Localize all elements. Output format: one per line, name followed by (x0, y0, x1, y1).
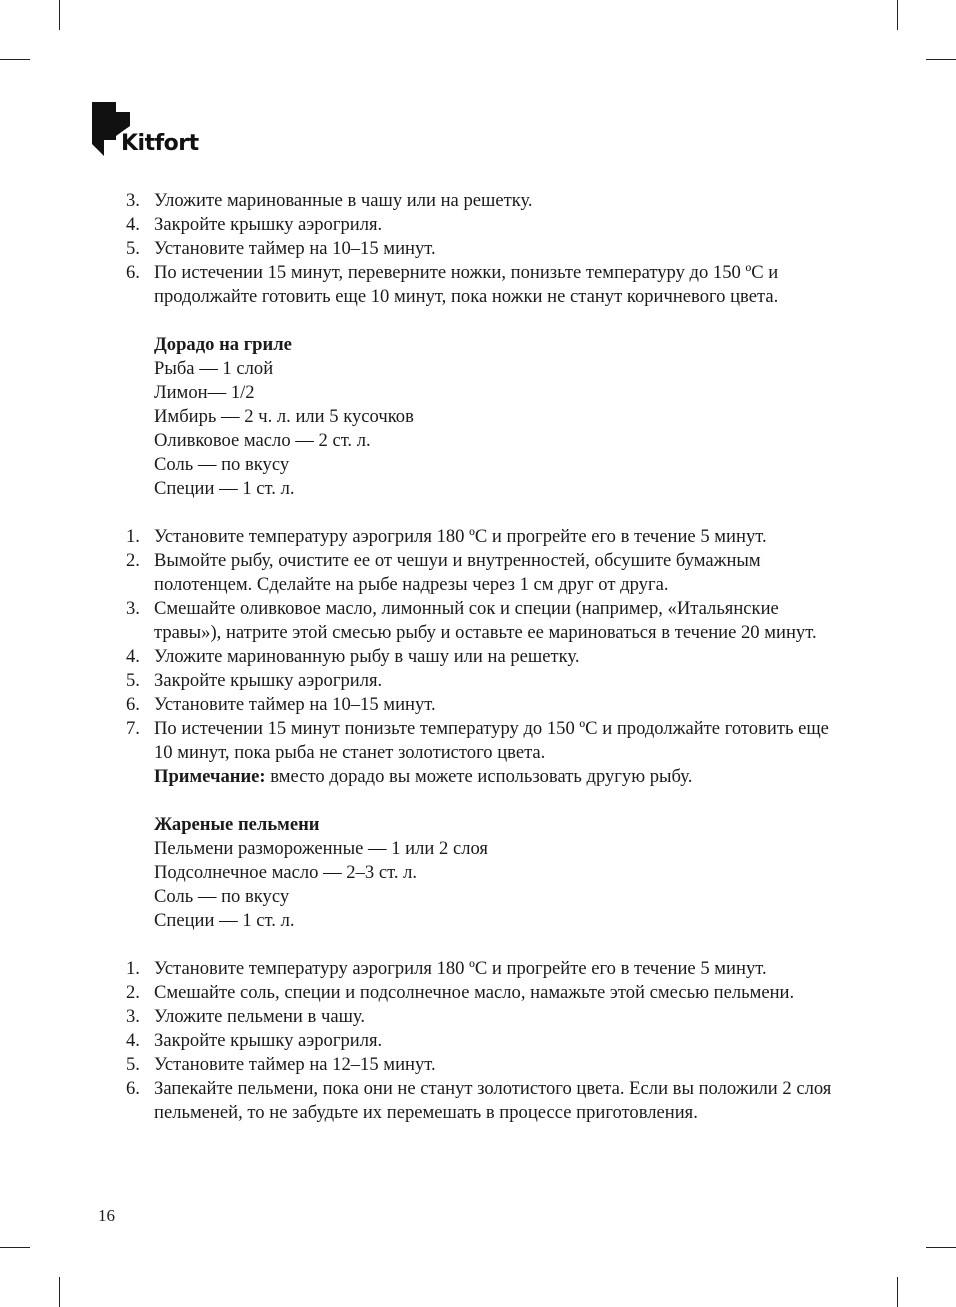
list-item: 6. По истечении 15 минут, переверните ножки, понизьте температуру до 150 ºС и продолжайте готовить еще 10 минут, пока ножки не станут коричневого цвета. (126, 262, 779, 307)
recipe-dumplings-ingredients (120, 813, 850, 933)
crop-mark (59, 0, 60, 30)
list-item: 5. Установите таймер на 10–15 минут. (126, 238, 436, 259)
top-steps-list (120, 189, 850, 309)
list-item: 3. Уложите маринованные в чашу или на решетку. (126, 190, 533, 211)
list-item: 7. По истечении 15 минут понизьте температуру до 150 ºС и продолжайте готовить еще 10 минут, пока рыба не станет золотистого цвета. Примечание: вместо дорадо вы можете использовать другую рыбу. (126, 718, 829, 787)
ingredient: Лимон— 1/2 (154, 382, 255, 403)
recipe-title: Жареные пельмени (154, 814, 320, 835)
crop-mark (926, 59, 956, 60)
list-item: 3. Смешайте оливковое масло, лимонный сок и специи (например, «Итальянские травы»), натрите этой смесью рыбу и оставьте ее мариноваться в течение 20 минут. (126, 598, 817, 643)
crop-mark (926, 1247, 956, 1248)
list-item: 4. Закройте крышку аэрогриля. (126, 214, 383, 235)
list-item: 6. Установите таймер на 10–15 минут. (126, 694, 436, 715)
list-item: 2. Смешайте соль, специи и подсолнечное масло, намажьте этой смесью пельмени. (126, 982, 795, 1003)
list-item: 5. Закройте крышку аэрогриля. (126, 670, 383, 691)
note-text: вместо дорадо вы можете использовать другую рыбу. (265, 766, 693, 787)
ingredient: Специи — 1 ст. л. (154, 910, 295, 931)
list-item: 5. Установите таймер на 12–15 минут. (126, 1054, 436, 1075)
ingredient: Имбирь — 2 ч. л. или 5 кусочков (154, 406, 414, 427)
list-item: 3. Уложите пельмени в чашу. (126, 1006, 365, 1027)
recipe-dumplings-steps (120, 957, 850, 1125)
list-item: 2. Вымойте рыбу, очистите ее от чешуи и внутренностей, обсушите бумажным полотенцем. Сделайте на рыбе надрезы через 1 см друг от друга. (126, 550, 761, 595)
ingredient: Пельмени размороженные — 1 или 2 слоя (154, 838, 488, 859)
ingredient: Соль — по вкусу (154, 454, 290, 475)
ingredient: Рыба — 1 слой (154, 358, 274, 379)
list-item: 4. Закройте крышку аэрогриля. (126, 1030, 383, 1051)
brand-logo (92, 102, 212, 158)
recipe-dorado-steps (120, 525, 850, 789)
crop-mark (897, 0, 898, 30)
page-number: 16 (98, 1206, 115, 1225)
crop-mark (59, 1277, 60, 1307)
recipe-title: Дорадо на гриле (154, 334, 292, 355)
list-item: 1. Установите температуру аэрогриля 180 ºС и прогрейте его в течение 5 минут. (126, 958, 767, 979)
ingredient: Подсолнечное масло — 2–3 ст. л. (154, 862, 418, 883)
crop-mark (0, 59, 30, 60)
crop-mark (897, 1277, 898, 1307)
ingredient: Специи — 1 ст. л. (154, 478, 295, 499)
recipe-dorado-ingredients (120, 333, 850, 501)
page-content (120, 189, 850, 1125)
note-label: Примечание: (154, 766, 266, 787)
list-item: 4. Уложите маринованную рыбу в чашу или на решетку. (126, 646, 580, 667)
list-item: 6. Запекайте пельмени, пока они не станут золотистого цвета. Если вы положили 2 слоя пельменей, то не забудьте их перемешать в процессе приготовления. (126, 1078, 832, 1123)
list-item: 1. Установите температуру аэрогриля 180 ºС и прогрейте его в течение 5 минут. (126, 526, 767, 547)
crop-mark (0, 1247, 30, 1248)
brand-name: Kitfort (121, 131, 199, 156)
ingredient: Соль — по вкусу (154, 886, 290, 907)
ingredient: Оливковое масло — 2 ст. л. (154, 430, 371, 451)
